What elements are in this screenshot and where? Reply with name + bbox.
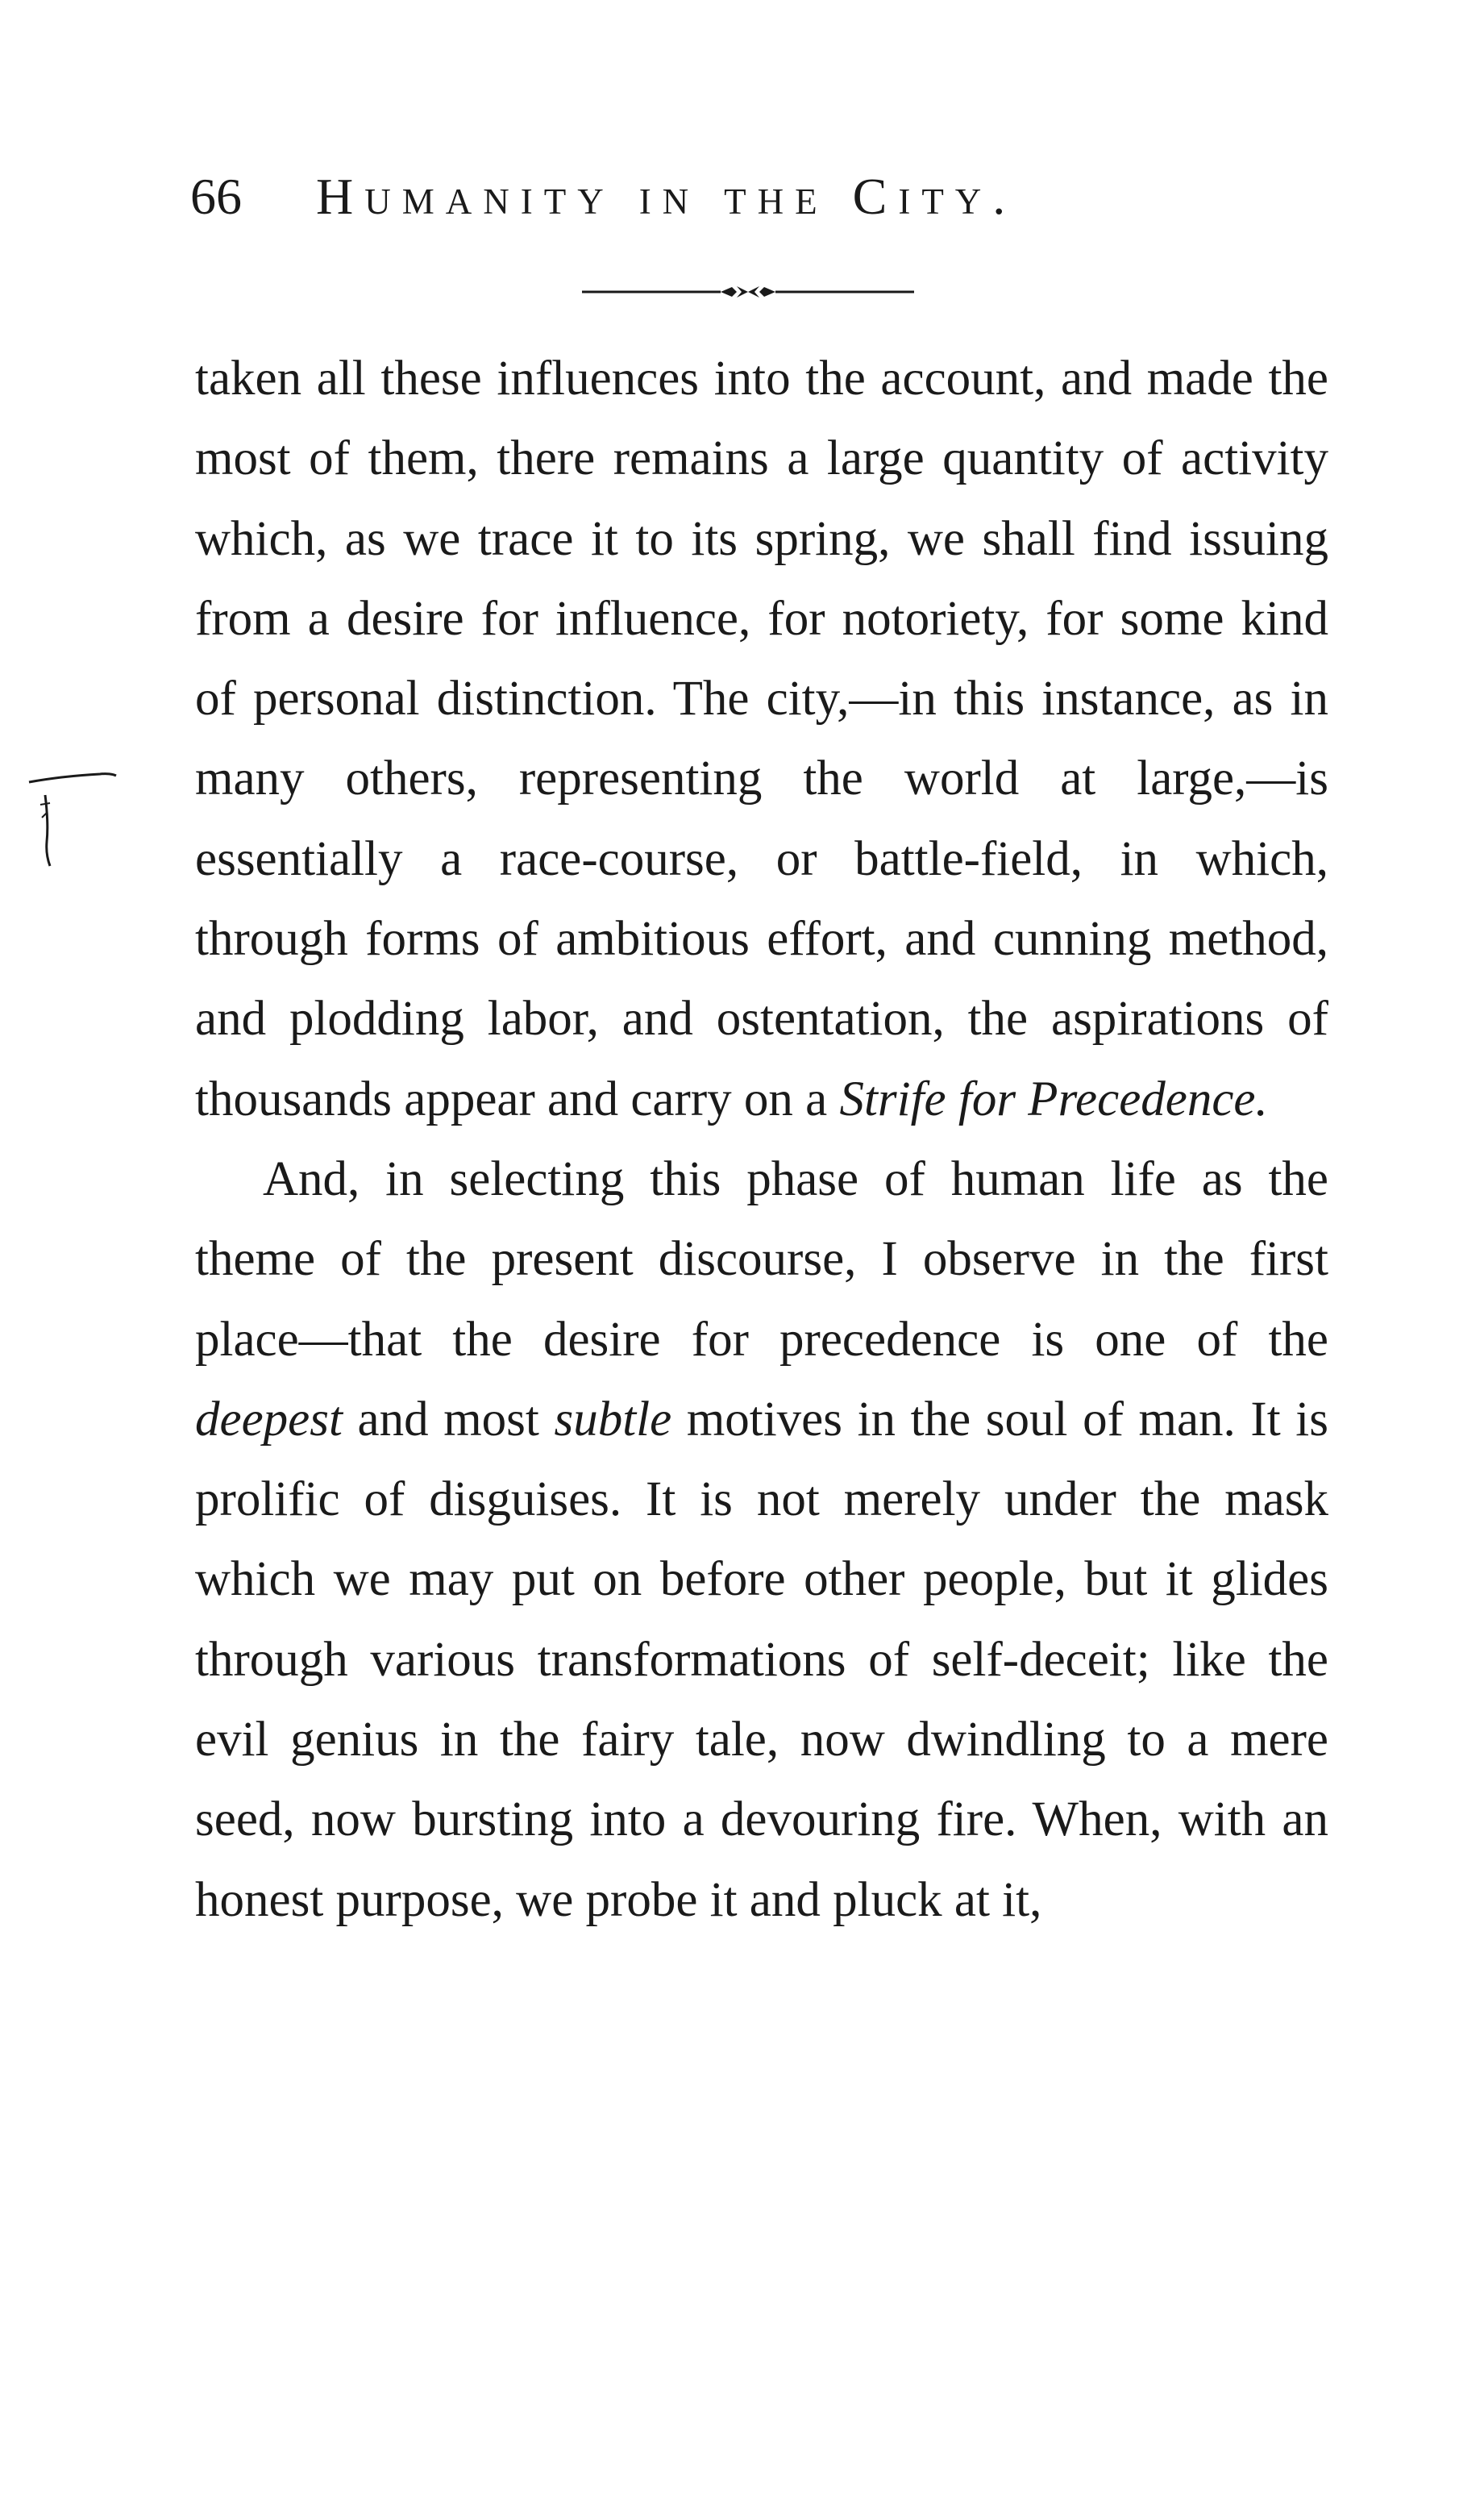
page-header — [190, 168, 1017, 225]
page-number: 66 — [190, 168, 242, 225]
margin-mark-icon — [23, 758, 119, 871]
text-run: motives in the soul of man. It is prolific of disguises. It is not merely under the mask which we may put on before other people, but it glides through various transformations of self-deceit; like the evil genius in the fairy tale, now dwindling to a mere seed, now bursting into a devouring fire. When, with an honest purpose, we probe it and pluck at it, — [195, 1392, 1328, 1927]
running-title: Humanity in the City. — [316, 168, 1017, 225]
text-run: and most — [342, 1392, 555, 1447]
text-run: taken all these influences into the account, and made the most of them, there remains a large quantity of activity which, as we trace it to its spring, we shall find issuing from a desire for influence, for notoriety, for some kind of personal distinction. The city,—in this instance, as in many others, representing the world at large,—is essentially a race-course, or battle-field, in which, through forms of ambitious effort, and cunning method, and plodding labor, and ostentation, the aspirations of thousands appear and carry on a — [195, 352, 1328, 1126]
body-text — [195, 339, 1328, 1940]
ornament-divider-icon — [582, 284, 914, 300]
paragraph — [195, 339, 1328, 1139]
italic-word: deepest — [195, 1392, 343, 1447]
italic-phrase: Strife for Precedence. — [839, 1072, 1268, 1126]
italic-word: subtle — [554, 1392, 672, 1447]
paragraph — [195, 1139, 1328, 1940]
text-run: And, in selecting this phase of human life as the theme of the present discourse, I observe in the first place—that the desire for precedence is one of the — [195, 1151, 1328, 1367]
